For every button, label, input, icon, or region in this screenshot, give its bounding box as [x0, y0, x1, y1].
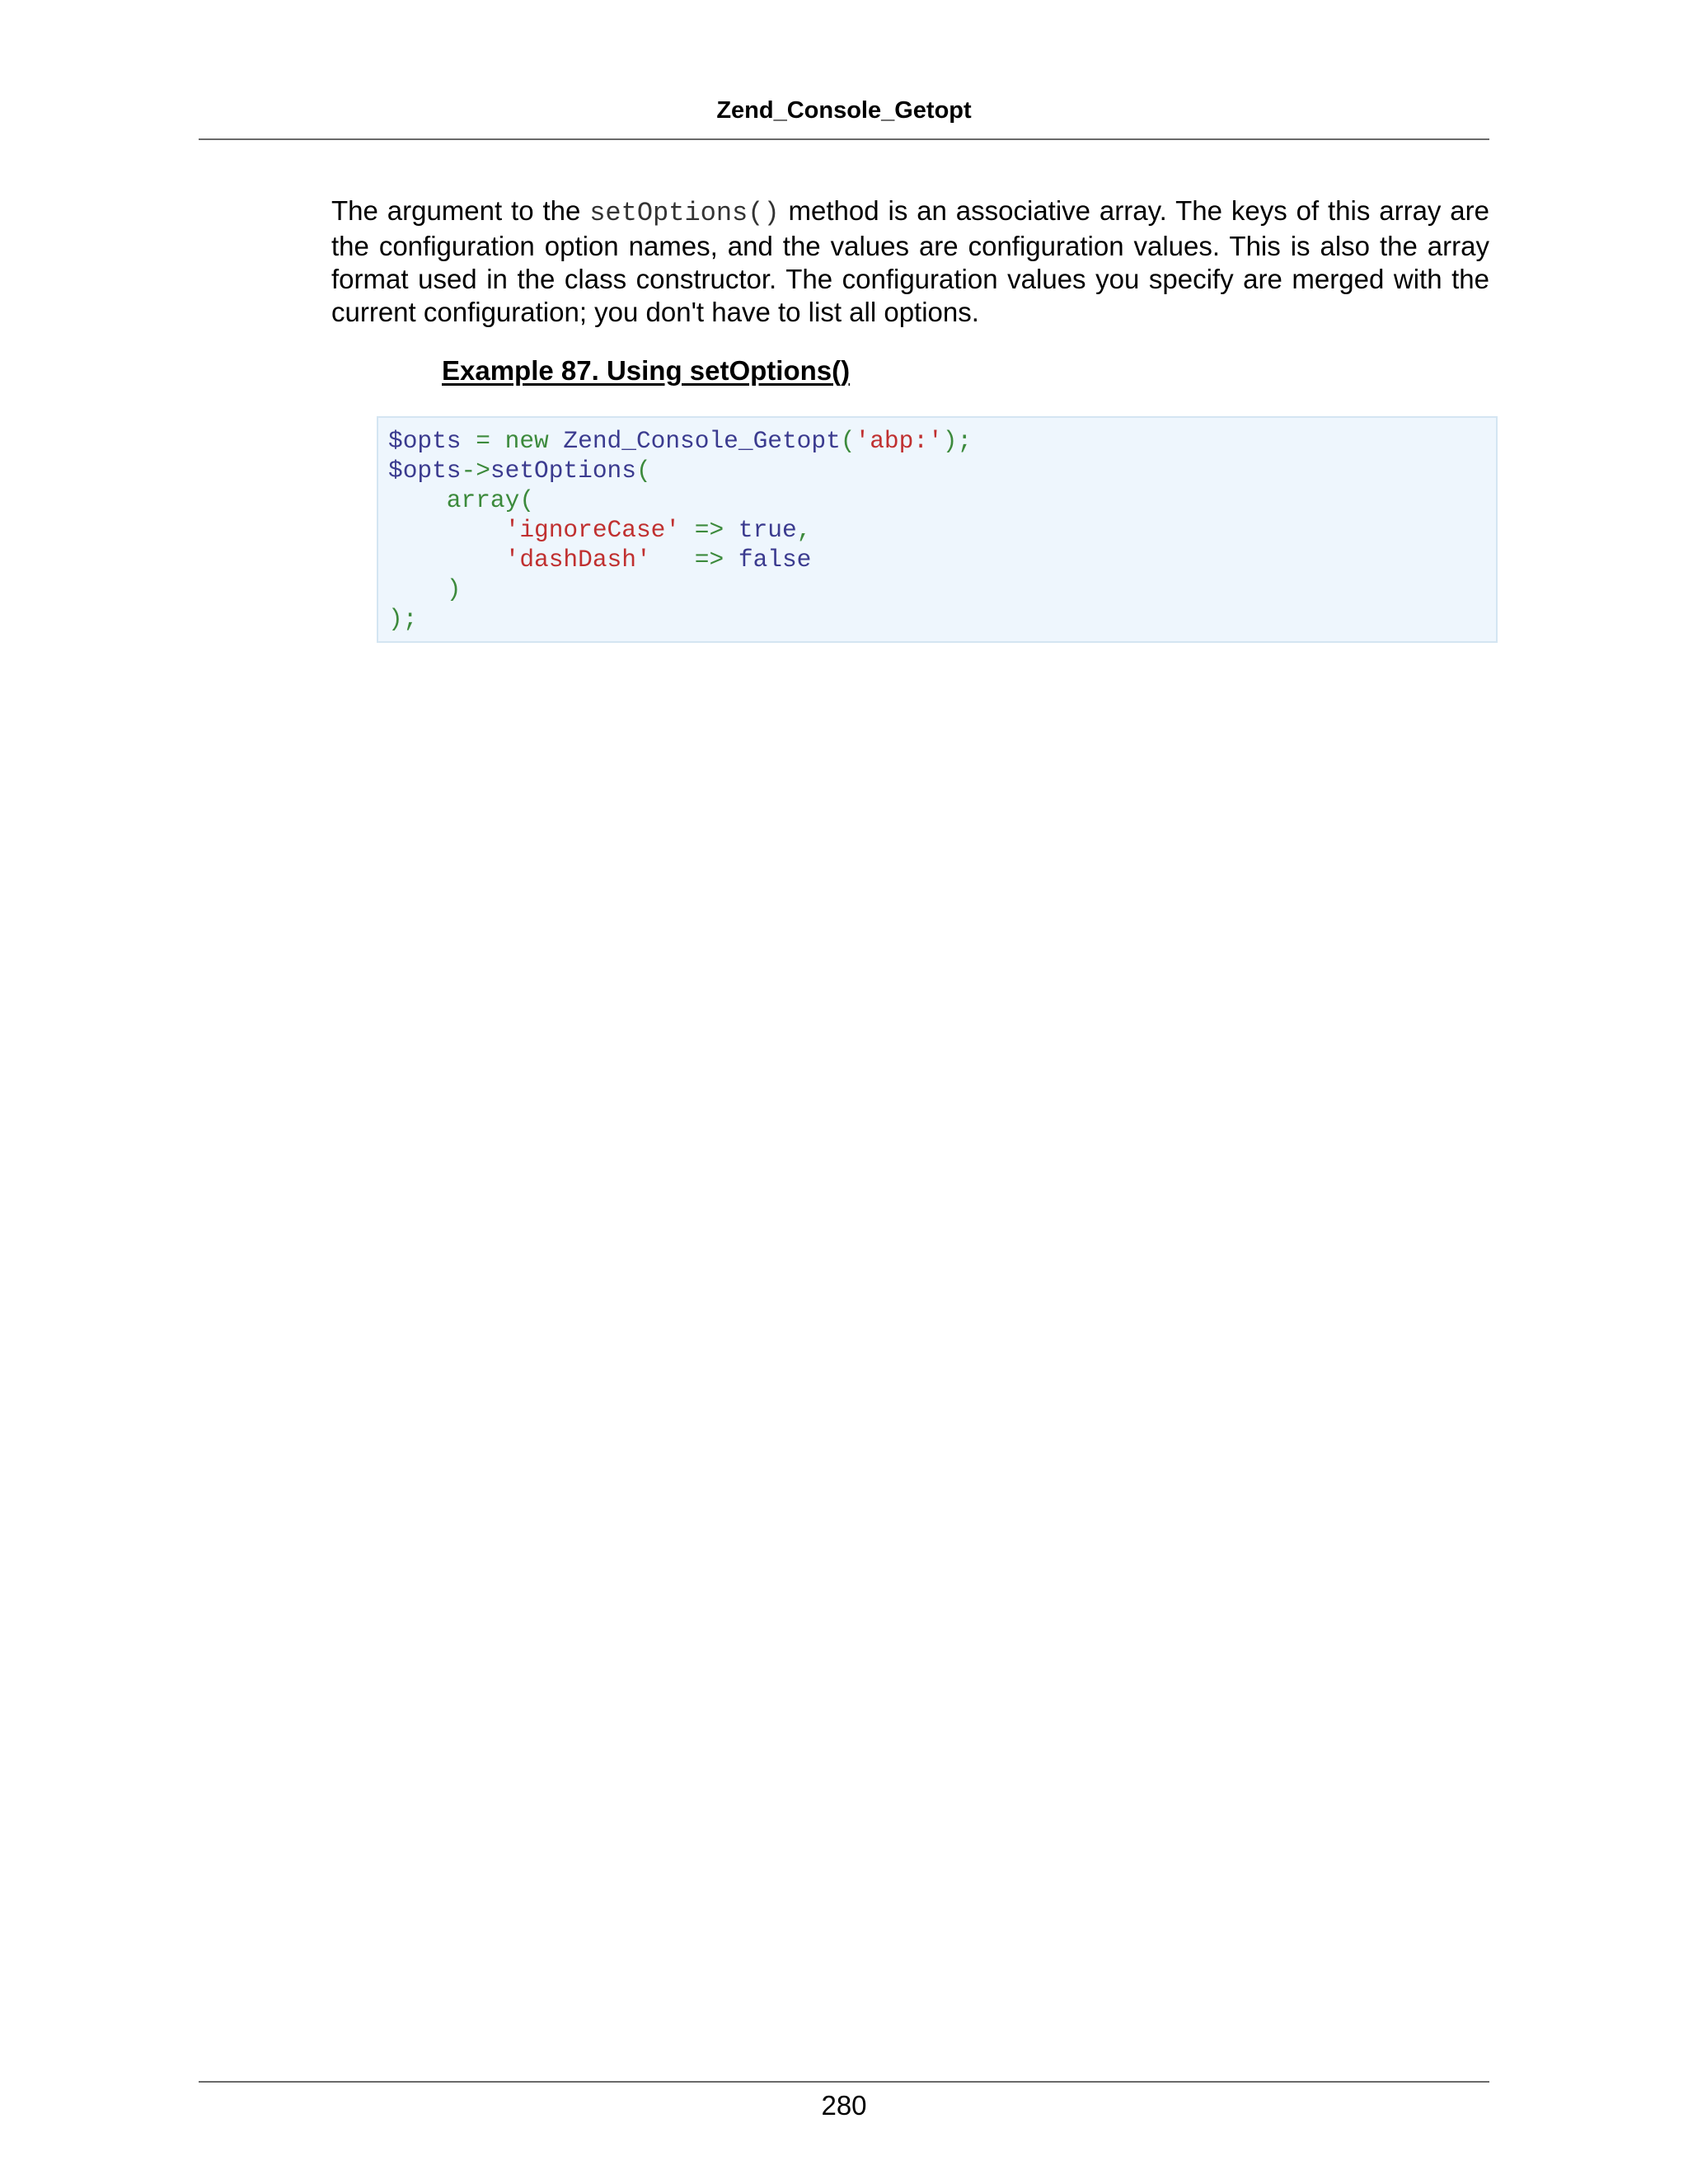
code-token-punctuation: ( — [840, 427, 856, 455]
code-token-keyword: new — [504, 427, 549, 455]
code-token-variable: $opts — [388, 457, 462, 485]
code-indent — [388, 516, 505, 544]
code-line-3: array( — [388, 486, 535, 514]
code-token-punctuation: ); — [942, 427, 973, 455]
page-header — [199, 92, 1489, 140]
code-line-4 — [388, 515, 972, 545]
page-number: 280 — [821, 2090, 867, 2121]
code-line-1 — [388, 426, 972, 456]
code-token-punctuation: ( — [635, 457, 651, 485]
code-token-string: 'abp:' — [855, 427, 943, 455]
code-token-boolean: false — [738, 546, 812, 574]
code-token-operator: -> — [461, 457, 490, 485]
code-token-operator: => — [680, 516, 738, 544]
code-listing — [388, 426, 972, 634]
page-footer — [199, 2081, 1489, 2121]
code-token-operator: => — [650, 546, 738, 574]
code-token-string: 'ignoreCase' — [504, 516, 681, 544]
inline-code-setoptions: setOptions() — [589, 198, 780, 228]
code-token-method: setOptions — [490, 457, 636, 485]
code-line-5 — [388, 545, 972, 574]
code-token-operator: = — [461, 427, 505, 455]
code-token-variable: $opts — [388, 427, 462, 455]
code-token-class: Zend_Console_Getopt — [548, 427, 841, 455]
code-token-boolean: true — [738, 516, 797, 544]
paragraph-text-start: The argument to the — [331, 195, 590, 226]
example-title: Example 87. Using setOptions() — [442, 355, 851, 386]
running-header-title: Zend_Console_Getopt — [716, 97, 972, 124]
code-token-string: 'dashDash' — [504, 546, 651, 574]
code-block — [377, 416, 1498, 643]
body-paragraph — [331, 194, 1489, 329]
code-line-7: ); — [388, 605, 418, 633]
code-line-6: ) — [388, 575, 462, 603]
paragraph-text-end: method is an associative array. The keys of this array are the configuration option names, and the values are configuration values. This is also the array format used in the class constructor. The configuration values you specify are merged with the current configuration; you don't have to list all options. — [331, 195, 1489, 327]
code-indent — [388, 546, 505, 574]
code-line-2 — [388, 456, 972, 485]
code-token-punctuation: , — [796, 516, 812, 544]
